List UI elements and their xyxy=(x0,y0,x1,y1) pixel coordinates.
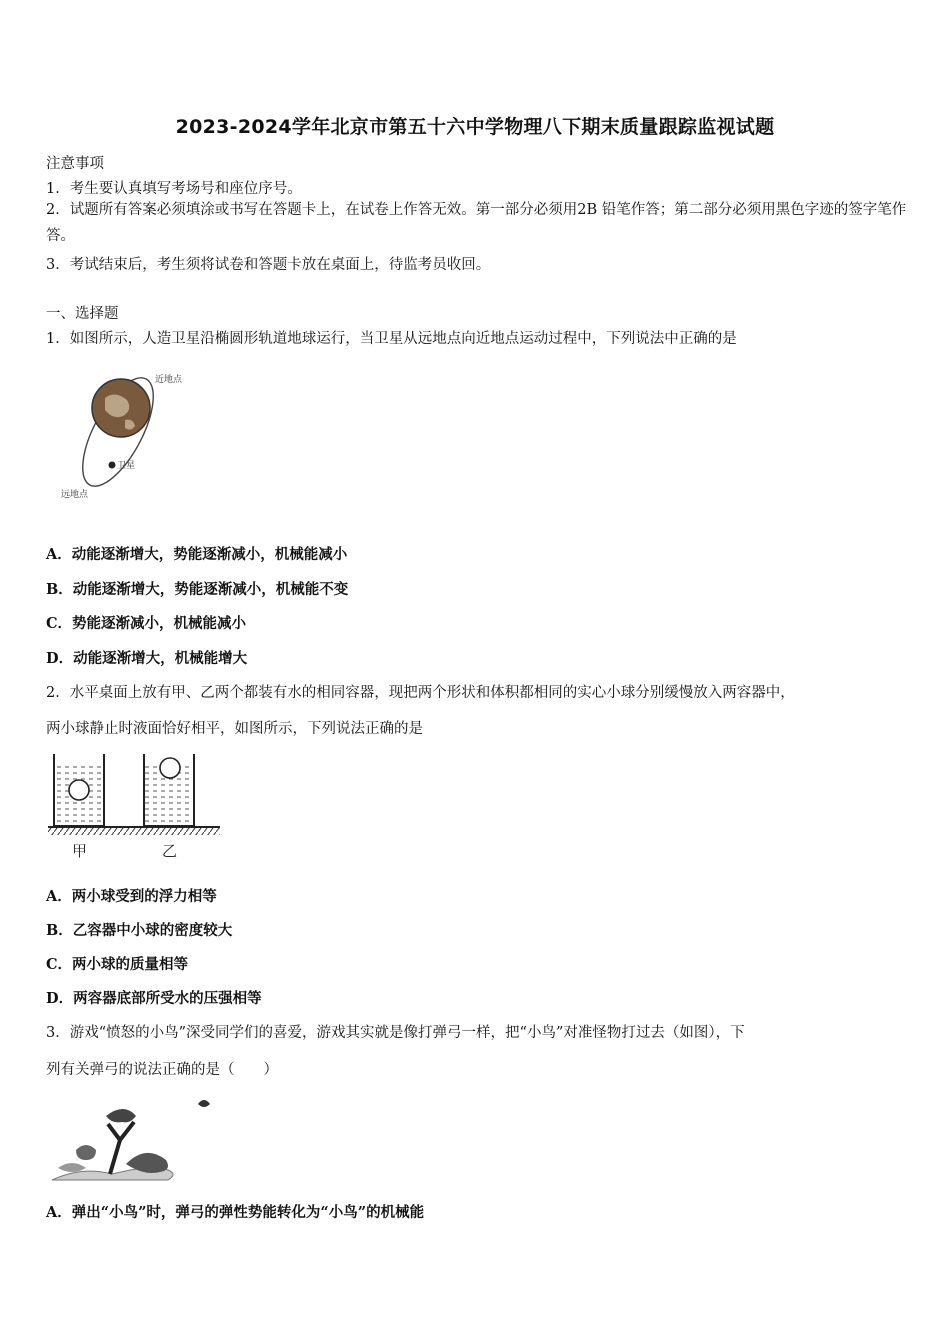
notice-item-2: 2．试题所有答案必须填涂或书写在答题卡上，在试卷上作答无效。第一部分必须用2B 铅笔作答；第二部分必须用黑色字迹的签字笔作答。 xyxy=(46,202,907,244)
flying-bird xyxy=(198,1100,210,1107)
far-point-label: 远地点 xyxy=(61,490,89,500)
question-3-stem-line2: 列有关弹弓的说法正确的是（ ） xyxy=(46,1062,278,1078)
satellite-label: 卫星 xyxy=(117,461,136,471)
containers-figure xyxy=(48,752,228,864)
ball-jia xyxy=(69,780,89,800)
notice-heading: 注意事项 xyxy=(46,156,104,172)
table-hatch xyxy=(48,828,220,835)
page-title: 2023-2024学年北京市第五十六中学物理八下期末质量跟踪监视试题 xyxy=(175,116,775,138)
pig-left xyxy=(76,1145,96,1160)
label-jia: 甲 xyxy=(72,842,88,860)
notice-item-1: 1．考生要认真填写考场号和座位序号。 xyxy=(46,181,302,197)
question-3-stem-line1: 3．游戏“愤怒的小鸟”深受同学们的喜爱，游戏其实就是像打弹弓一样，把“小鸟”对准怪物打过去（如图），下 xyxy=(46,1025,745,1041)
ball-yi xyxy=(160,758,180,778)
question-1-option-d: D．动能逐渐增大，机械能增大 xyxy=(46,650,248,667)
notice-item-3: 3．考试结束后，考生须将试卷和答题卡放在桌面上，待监考员收回。 xyxy=(46,257,491,273)
label-yi: 乙 xyxy=(162,842,178,860)
question-2-option-a: A．两小球受到的浮力相等 xyxy=(46,888,217,905)
satellite-dot xyxy=(109,462,116,469)
angry-birds-figure xyxy=(46,1090,226,1185)
question-1-option-c: C．势能逐渐减小，机械能减小 xyxy=(46,615,247,632)
near-point-label: 近地点 xyxy=(155,375,183,385)
question-1-stem: 1．如图所示，人造卫星沿椭圆形轨道地球运行，当卫星从远地点向近地点运动过程中，下列说法中正确的是 xyxy=(46,331,737,347)
question-3-option-a: A．弹出“小鸟”时，弹弓的弹性势能转化为“小鸟”的机械能 xyxy=(46,1204,425,1221)
question-1-option-b: B．动能逐渐增大，势能逐渐减小，机械能不变 xyxy=(46,581,349,598)
pig-small xyxy=(58,1163,86,1172)
section-heading: 一、选择题 xyxy=(46,306,119,322)
question-2-option-b: B．乙容器中小球的密度较大 xyxy=(46,922,233,939)
question-1-option-a: A．动能逐渐增大，势能逐渐减小，机械能减小 xyxy=(46,546,348,563)
question-2-option-c: C．两小球的质量相等 xyxy=(46,956,189,973)
satellite-orbit-figure xyxy=(55,362,205,507)
question-2-stem-line2: 两小球静止时液面恰好相平，如图所示，下列说法正确的是 xyxy=(46,721,423,737)
question-2-stem-line1: 2．水平桌面上放有甲、乙两个都装有水的相同容器，现把两个形状和体积都相同的实心小球分别缓慢放入两容器中， xyxy=(46,685,795,701)
slingshot-bird xyxy=(106,1109,136,1122)
question-2-option-d: D．两容器底部所受水的压强相等 xyxy=(46,990,262,1007)
